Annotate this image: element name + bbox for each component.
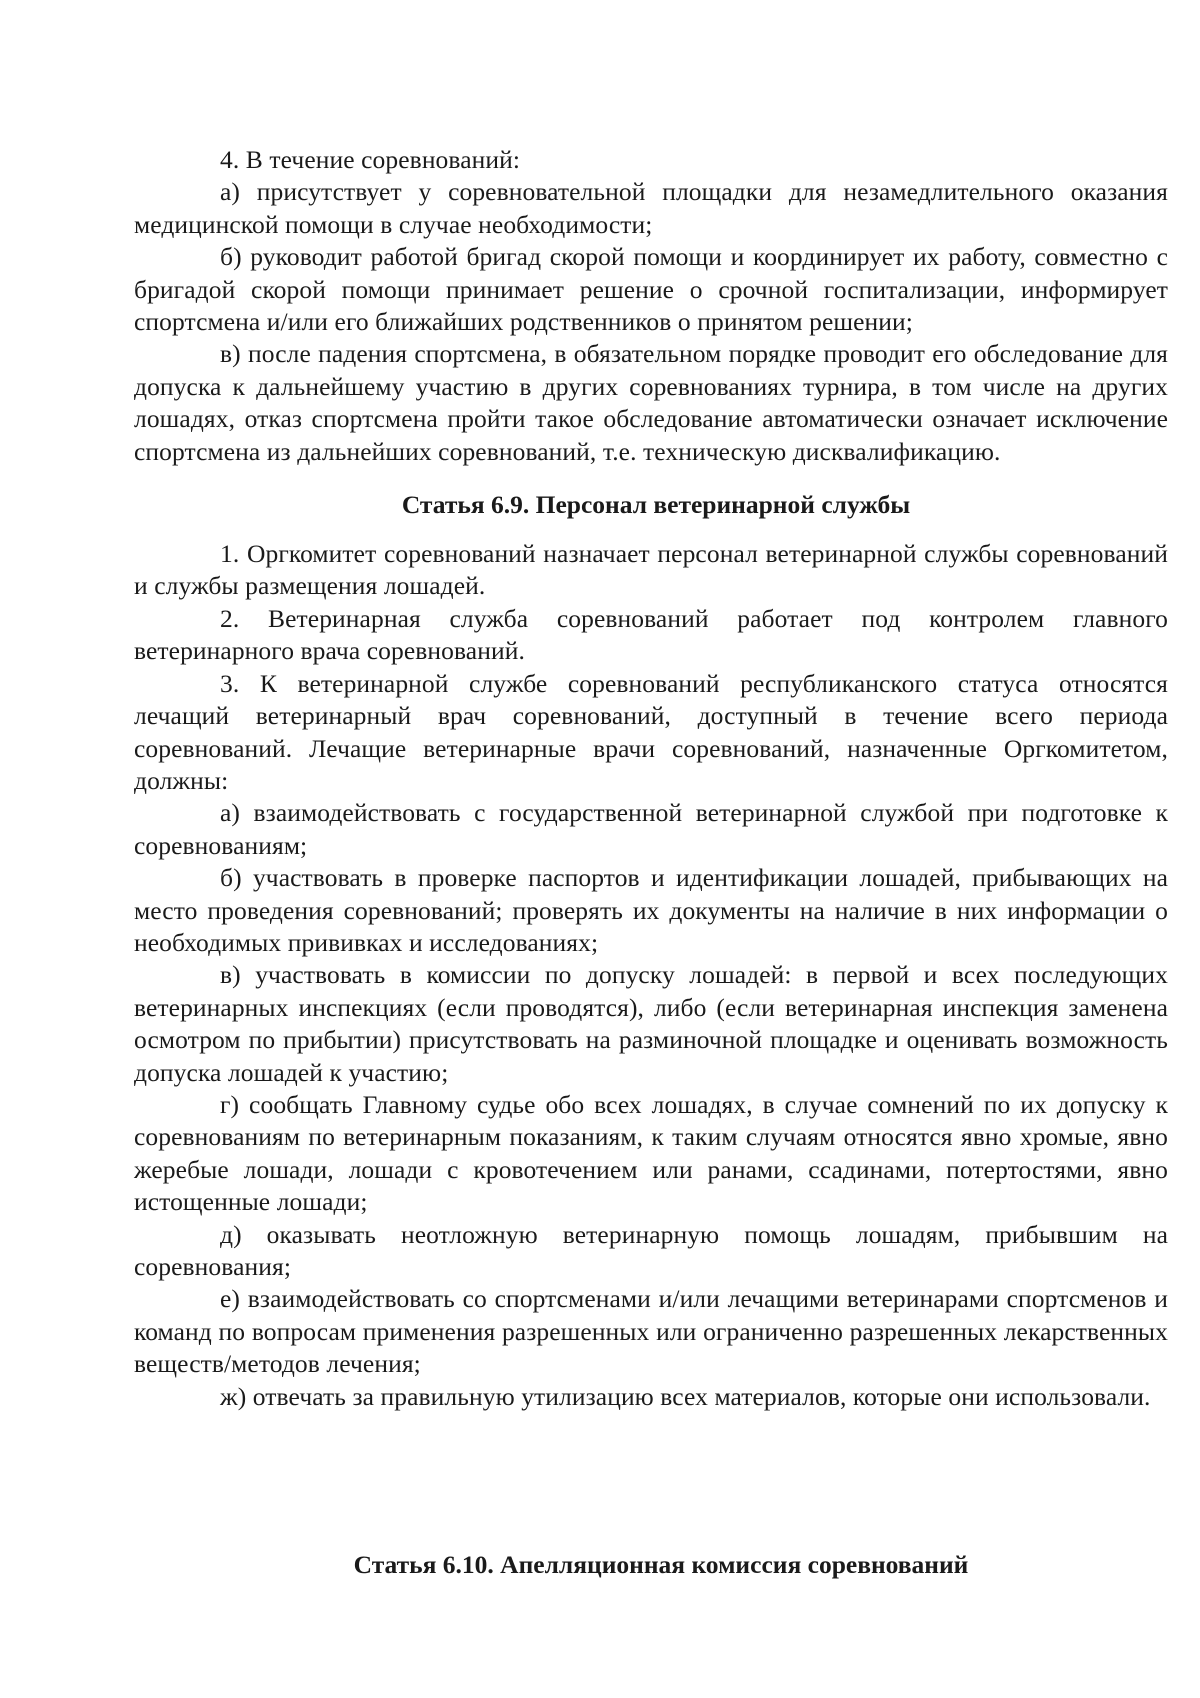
paragraph-item-4a: а) присутствует у соревновательной площадки для незамедлительного оказания медицинской помощи в случае необходимости; (134, 177, 1168, 239)
paragraph-6-9-1: 1. Оргкомитет соревнований назначает персонал ветеринарной службы соревнований и службы размещения лошадей. (134, 539, 1168, 601)
paragraph-6-9-3g: г) сообщать Главному судье обо всех лошадях, в случае сомнений по их допуску к соревнованиям по ветеринарным показаниям, к таким случаям относятся явно хромые, явно жеребые лошади, лошади с кровотечением или ранами, ссадинами, потертостями, явно истощенные лошади; (134, 1089, 1168, 1217)
paragraph-6-9-3a: а) взаимодействовать с государственной ветеринарной службой при подготовке к соревнованиям; (134, 798, 1168, 860)
paragraph-6-9-3d: д) оказывать неотложную ветеринарную помощь лошадям, прибывшим на соревнования; (134, 1219, 1168, 1281)
paragraph-6-9-3: 3. К ветеринарной службе соревнований республиканского статуса относятся лечащий ветеринарный врач соревнований, доступный в течение всего периода соревнований. Лечащие ветеринарные врачи соревнований, назначенные Оргкомитетом, должны: (134, 668, 1168, 795)
paragraph-6-9-3b: б) участвовать в проверке паспортов и идентификации лошадей, прибывающих на место проведения соревнований; проверять их документы на наличие в них информации о необходимых прививках и исследованиях; (134, 863, 1168, 957)
paragraph-6-9-3v: в) участвовать в комиссии по допуску лошадей: в первой и всех последующих ветеринарных инспекциях (если проводятся), либо (если ветеринарная инспекция заменена осмотром по прибытии) присутствовать на разминочной площадке и оценивать возможность допуска лошадей к участию; (134, 960, 1168, 1087)
section-heading-6-9: Статья 6.9. Персонал ветеринарной службы (401, 490, 911, 520)
paragraph-6-9-2: 2. Ветеринарная служба соревнований работает под контролем главного ветеринарного врача соревнований. (134, 603, 1168, 666)
section-heading-6-10: Статья 6.10. Апелляционная комиссия соревнований (353, 1550, 969, 1579)
paragraph-6-9-3zh: ж) отвечать за правильную утилизацию всех материалов, которые они использовали. (220, 1381, 1151, 1411)
paragraph-item-4b: б) руководит работой бригад скорой помощи и координирует их работу, совместно с бригадой скорой помощи принимает решение о срочной госпитализации, информирует спортсмена и/или его ближайших родственников о принятом решении; (134, 242, 1168, 337)
paragraph-item-4: 4. В течение соревнований: (220, 145, 521, 174)
document-body (134, 144, 1168, 1413)
paragraph-6-9-3e: е) взаимодействовать со спортсменами и/или лечащими ветеринарами спортсменов и команд по вопросам применения разрешенных или ограниченно разрешенных лекарственных веществ/методов лечения; (134, 1284, 1168, 1379)
paragraph-item-4v: в) после падения спортсмена, в обязательном порядке проводит его обследование для допуска к дальнейшему участию в других соревнованиях турнира, в том числе на других лошадях, отказ спортсмена пройти такое обследование автоматически означает исключение спортсмена из дальнейших соревнований, т.е. техническую дисквалификацию. (134, 339, 1168, 466)
